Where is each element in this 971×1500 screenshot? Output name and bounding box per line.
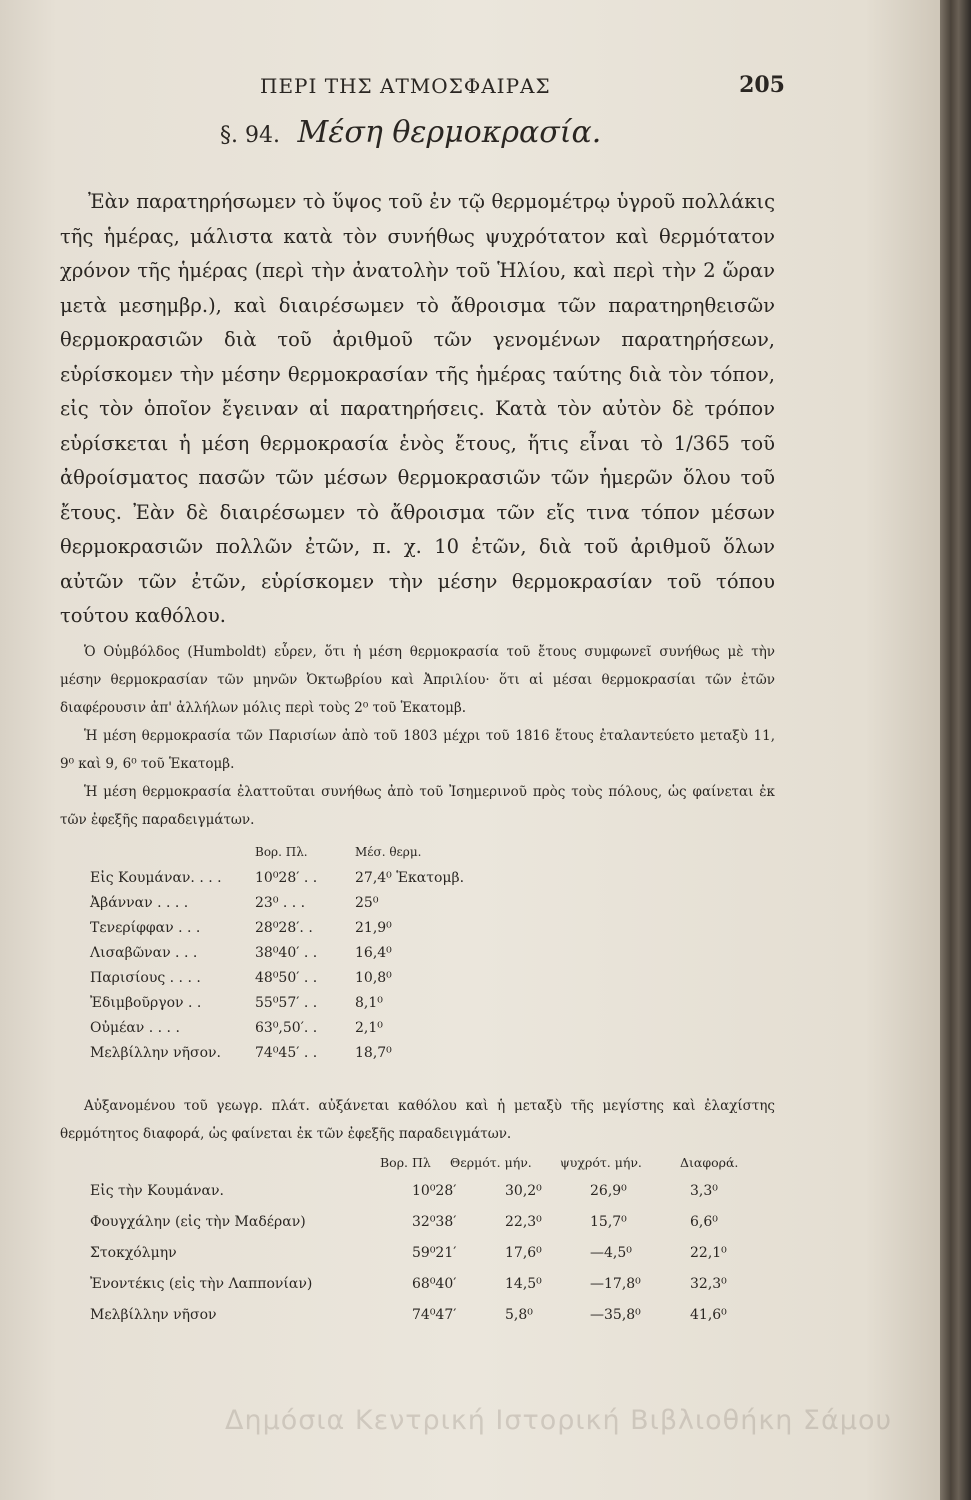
temperature-cell: 8,1⁰: [355, 995, 383, 1011]
temperature-cell: 21,9⁰: [355, 920, 392, 936]
main-text: [60, 185, 775, 634]
temperature-cell: 2,1⁰: [355, 1020, 383, 1036]
table-row: [90, 995, 630, 1020]
temperature-cell: 25⁰: [355, 895, 379, 911]
latitude-cell: 28⁰28′. .: [255, 920, 313, 936]
table-row: [60, 1245, 780, 1276]
latitude-cell: 55⁰57′ . .: [255, 995, 318, 1011]
main-paragraph: Ἐὰν παρατηρήσωμεν τὸ ὕψος τοῦ ἐν τῷ θερμομέτρῳ ὑγροῦ πολλάκις τῆς ἡμέρας, μάλιστα κατὰ τὸν συνήθως ψυχρότατον καὶ θερμότατον χρόνον τῆς ἡμέρας (περὶ τὴν ἀνατολὴν τοῦ Ἡλίου, καὶ περὶ τὴν 2 ὥραν μετὰ μεσημβρ.), καὶ διαιρέσωμεν τὸ ἄθροισμα τῶν παρατηρηθεισῶν θερμοκρασιῶν διὰ τοῦ ἀριθμοῦ τῶν γενομένων παρατηρήσεων, εὑρίσκομεν τὴν μέσην θερμοκρασίαν τῆς ἡμέρας ταύτης διὰ τὸν τόπον, εἰς τὸν ὁποῖον ἔγειναν αἱ παρατηρήσεις. Κατὰ τὸν αὐτὸν δὲ τρόπον εὑρίσκεται ἡ μέση θερμοκρασία ἑνὸς ἔτους, ἥτις εἶναι τὸ 1/365 τοῦ ἀθροίσματος πασῶν τῶν μέσων θερμοκρασιῶν τῶν ἡμερῶν ὅλου τοῦ ἔτους. Ἐὰν δὲ διαιρέσωμεν τὸ ἄθροισμα τῶν εἴς τινα τόπον μέσων θερμοκρασιῶν πολλῶν ἐτῶν, π. χ. 10 ἐτῶν, διὰ τοῦ ἀριθμοῦ ὅλων αὐτῶν τῶν ἐτῶν, εὑρίσκομεν τὴν μέσην θερμοκρασίαν τοῦ τόπου τούτου καθόλου.: [60, 190, 775, 627]
difference-cell: 6,6⁰: [690, 1214, 718, 1230]
table-row: [90, 870, 630, 895]
note-latitude: [60, 1092, 775, 1148]
table-row: [90, 1020, 630, 1045]
table-row: [60, 1276, 780, 1307]
coldest-cell: 26,9⁰: [590, 1183, 627, 1199]
coldest-cell: 15,7⁰: [590, 1214, 627, 1230]
latitude-cell: 63⁰,50′. .: [255, 1020, 318, 1036]
place-cell: Παρισίους . . . .: [90, 970, 201, 986]
library-watermark: Δημόσια Κεντρική Ιστορική Βιβλιοθήκη Σάμου: [225, 1405, 893, 1436]
note-poles: [60, 778, 775, 834]
warmest-cell: 17,6⁰: [505, 1245, 542, 1261]
temperature-range-table: [60, 1155, 780, 1338]
latitude-cell: 10⁰28′ . .: [255, 870, 318, 886]
table-row: [90, 970, 630, 995]
place-cell: Μελβίλλην νῆσον: [90, 1307, 217, 1323]
place-cell: Ἐδιμβοῦργον . .: [90, 995, 202, 1011]
table-header-row: [60, 1155, 780, 1183]
table-row: [90, 895, 630, 920]
page-header: [90, 68, 785, 102]
section-title: Μέση θερμοκρασία.: [297, 115, 602, 150]
header-mean-temp: Μέσ. θερμ.: [355, 845, 422, 859]
table-header-row: [90, 845, 630, 870]
temperature-cell: 16,4⁰: [355, 945, 392, 961]
temperature-table: [90, 845, 630, 1070]
difference-cell: 32,3⁰: [690, 1276, 727, 1292]
warmest-cell: 5,8⁰: [505, 1307, 533, 1323]
temperature-cell: 10,8⁰: [355, 970, 392, 986]
warmest-cell: 30,2⁰: [505, 1183, 542, 1199]
header-latitude: Βορ. Πλ.: [255, 845, 308, 859]
coldest-cell: —4,5⁰: [590, 1245, 632, 1261]
note-humboldt: [60, 638, 775, 722]
place-cell: Στοκχόλμην: [90, 1245, 177, 1261]
difference-cell: 22,1⁰: [690, 1245, 727, 1261]
note-paris-text: Ἡ μέση θερμοκρασία τῶν Παρισίων ἀπὸ τοῦ 1803 μέχρι τοῦ 1816 ἔτους ἐταλαντεύετο μεταξὺ 11, 9⁰ καὶ 9, 6⁰ τοῦ Ἑκατομβ.: [60, 728, 775, 772]
note-paris: [60, 722, 775, 778]
place-cell: Μελβίλλην νῆσον.: [90, 1045, 221, 1061]
place-cell: Φουγχάλην (εἰς τὴν Μαδέραν): [90, 1214, 306, 1230]
header-latitude: Βορ. Πλ: [380, 1155, 431, 1170]
place-cell: Ἀβάνναν . . . .: [90, 895, 189, 911]
note-humboldt-text: Ὁ Οὑμβόλδος (Humboldt) εὗρεν, ὅτι ἡ μέση θερμοκρασία τοῦ ἔτους συμφωνεῖ συνήθως μὲ τὴν μέσην θερμοκρασίαν τῶν μηνῶν Ὀκτωβρίου καὶ Ἀπριλίου· ὅτι αἱ μέσαι θερμοκρασίαι τῶν ἐτῶν διαφέρουσιν ἀπ' ἀλλήλων μόλις περὶ τοὺς 2⁰ τοῦ Ἑκατομβ.: [60, 644, 775, 716]
table-row: [90, 945, 630, 970]
place-cell: Λισαβῶναν . . .: [90, 945, 198, 961]
running-title: ΠΕΡΙ ΤΗΣ ΑΤΜΟΣΦΑΙΡΑΣ: [260, 74, 551, 98]
place-cell: Τενερίφφαν . . .: [90, 920, 201, 936]
table-row: [90, 920, 630, 945]
table-row: [90, 1045, 630, 1070]
note-poles-text: Ἡ μέση θερμοκρασία ἐλαττοῦται συνήθως ἀπὸ τοῦ Ἰσημερινοῦ πρὸς τοὺς πόλους, ὡς φαίνεται ἐκ τῶν ἐφεξῆς παραδειγμάτων.: [60, 784, 775, 828]
latitude-cell: 48⁰50′ . .: [255, 970, 318, 986]
latitude-cell: 38⁰40′ . .: [255, 945, 318, 961]
latitude-cell: 23⁰ . . .: [255, 895, 306, 911]
latitude-cell: 74⁰45′ . .: [255, 1045, 318, 1061]
table-row: [60, 1214, 780, 1245]
header-coldest-month: ψυχρότ. μήν.: [560, 1155, 642, 1170]
table-row: [60, 1307, 780, 1338]
warmest-cell: 14,5⁰: [505, 1276, 542, 1292]
latitude-cell: 10⁰28′: [412, 1183, 457, 1199]
latitude-cell: 59⁰21′: [412, 1245, 457, 1261]
latitude-cell: 68⁰40′: [412, 1276, 457, 1292]
difference-cell: 41,6⁰: [690, 1307, 727, 1323]
warmest-cell: 22,3⁰: [505, 1214, 542, 1230]
temperature-cell: 27,4⁰ Ἑκατομβ.: [355, 870, 465, 886]
latitude-cell: 32⁰38′: [412, 1214, 457, 1230]
header-difference: Διαφορά.: [680, 1155, 739, 1170]
place-cell: Ἐνοντέκις (εἰς τὴν Λαππονίαν): [90, 1276, 313, 1292]
place-cell: Εἰς Κουμάναν. . . .: [90, 870, 222, 886]
place-cell: Εἰς τὴν Κουμάναν.: [90, 1183, 224, 1199]
latitude-cell: 74⁰47′: [412, 1307, 457, 1323]
place-cell: Οὐμέαν . . . .: [90, 1020, 180, 1036]
coldest-cell: —17,8⁰: [590, 1276, 641, 1292]
book-spine-edge: [940, 0, 971, 1500]
table-row: [60, 1183, 780, 1214]
page-number: 205: [739, 72, 785, 98]
coldest-cell: —35,8⁰: [590, 1307, 641, 1323]
section-number: §. 94.: [220, 123, 280, 148]
difference-cell: 3,3⁰: [690, 1183, 718, 1199]
section-heading: [220, 115, 601, 150]
temperature-cell: 18,7⁰: [355, 1045, 392, 1061]
header-warmest-month: Θερμότ. μήν.: [450, 1155, 532, 1170]
note-latitude-text: Αὐξανομένου τοῦ γεωγρ. πλάτ. αὐξάνεται καθόλου καὶ ἡ μεταξὺ τῆς μεγίστης καὶ ἐλαχίστης θερμότητος διαφορά, ὡς φαίνεται ἐκ τῶν ἐφεξῆς παραδειγμάτων.: [60, 1098, 775, 1142]
